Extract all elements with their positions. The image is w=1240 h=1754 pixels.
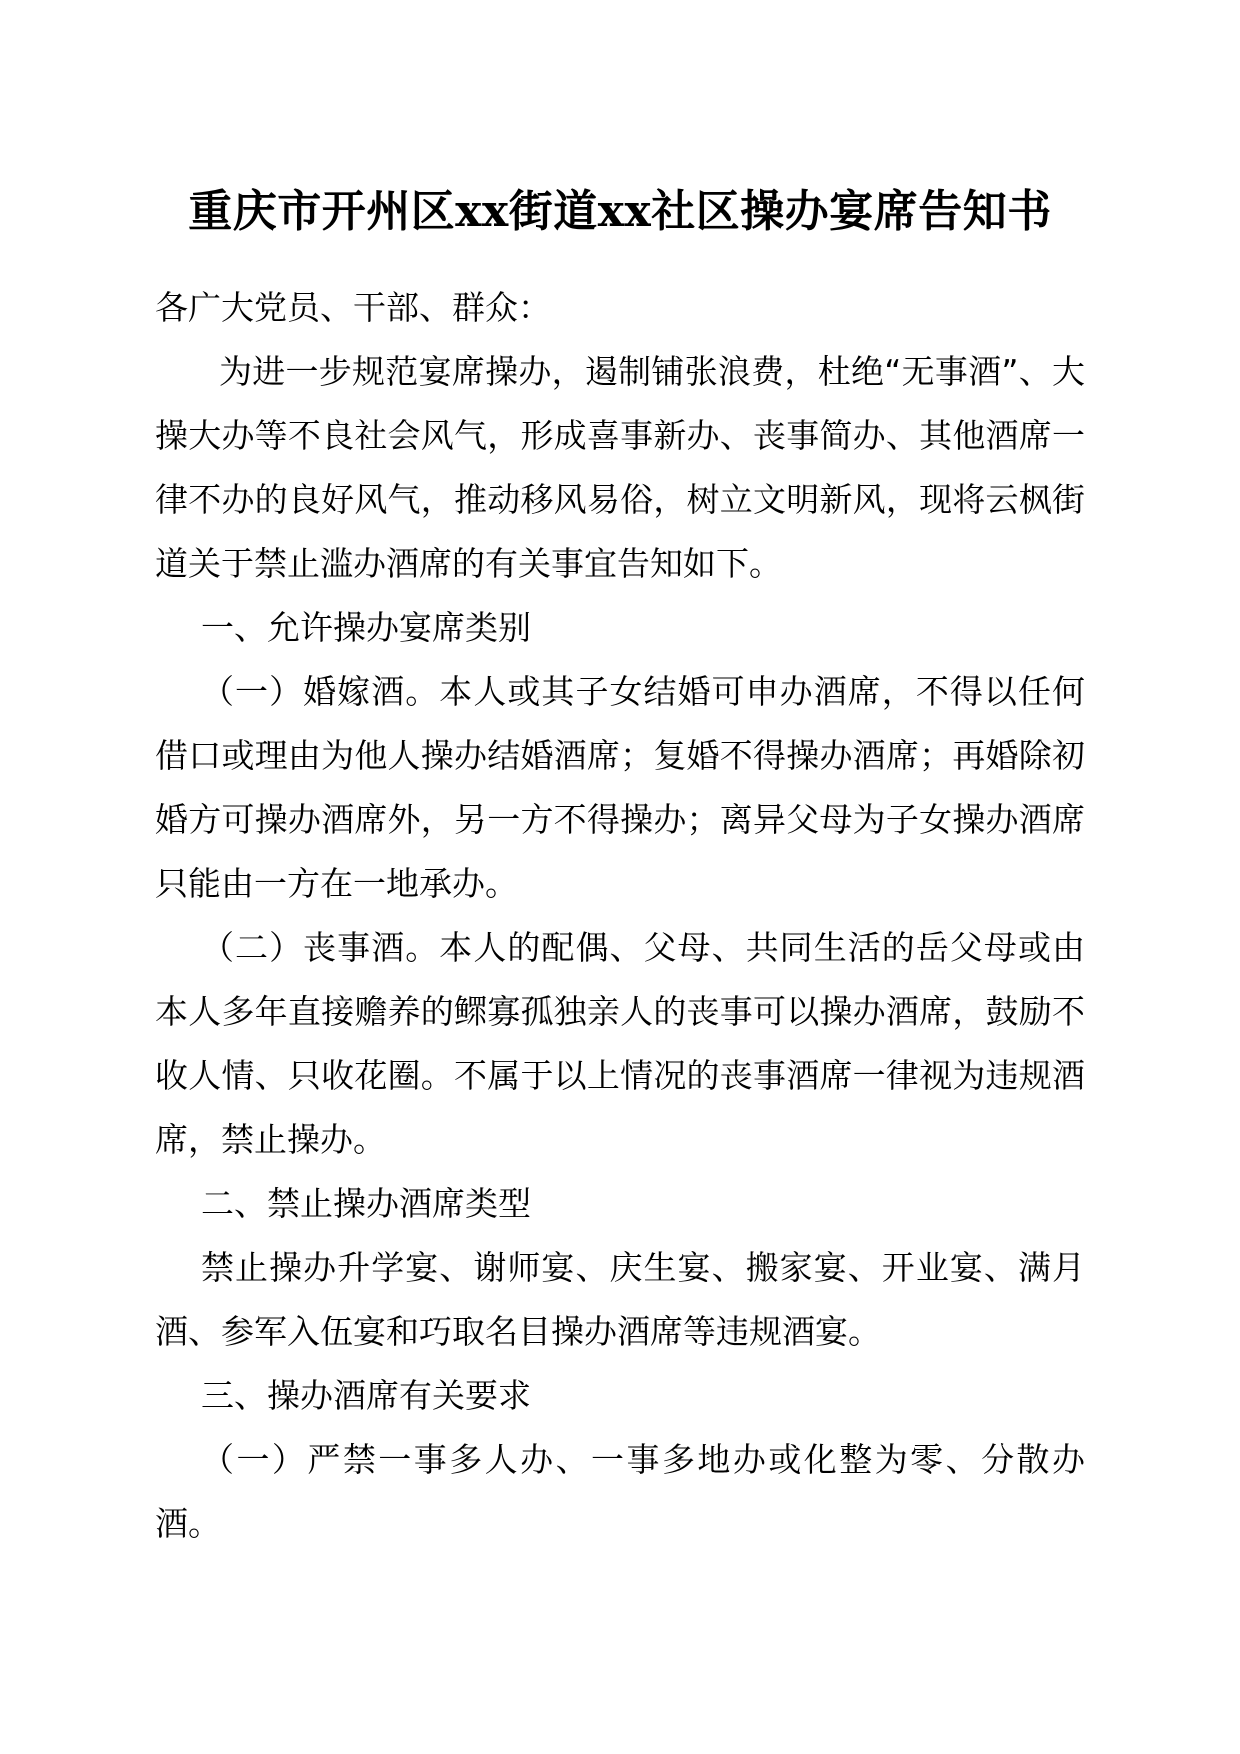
document-title: 重庆市开州区xx街道xx社区操办宴席告知书 <box>188 186 1052 237</box>
document-body <box>155 276 1085 1556</box>
section-1-item-1: （一）婚嫁酒。本人或其子女结婚可申办酒席，不得以任何借口或理由为他人操办结婚酒席；复婚不得操办酒席；再婚除初婚方可操办酒席外，另一方不得操办；离异父母为子女操办酒席只能由一方在一地承办。 <box>155 672 1085 903</box>
section-3-item-1: （一）严禁一事多人办、一事多地办或化整为零、分散办酒。 <box>155 1440 1085 1543</box>
section-2-text: 禁止操办升学宴、谢师宴、庆生宴、搬家宴、开业宴、满月酒、参军入伍宴和巧取名目操办酒席等违规酒宴。 <box>155 1248 1085 1351</box>
section-2-heading: 二、禁止操办酒席类型 <box>201 1184 531 1223</box>
section-1-item-2: （二）丧事酒。本人的配偶、父母、共同生活的岳父母或由本人多年直接赡养的鳏寡孤独亲人的丧事可以操办酒席，鼓励不收人情、只收花圈。不属于以上情况的丧事酒席一律视为违规酒席，禁止操办。 <box>155 928 1085 1159</box>
salutation: 各广大党员、干部、群众： <box>155 288 551 327</box>
section-1-heading: 一、允许操办宴席类别 <box>201 608 531 647</box>
section-3-heading: 三、操办酒席有关要求 <box>201 1376 531 1415</box>
intro-paragraph: 为进一步规范宴席操办，遏制铺张浪费，杜绝“无事酒”、大操大办等不良社会风气，形成喜事新办、丧事简办、其他酒席一律不办的良好风气，推动移风易俗，树立文明新风，现将云枫街道关于禁止滥办酒席的有关事宜告知如下。 <box>155 352 1085 583</box>
